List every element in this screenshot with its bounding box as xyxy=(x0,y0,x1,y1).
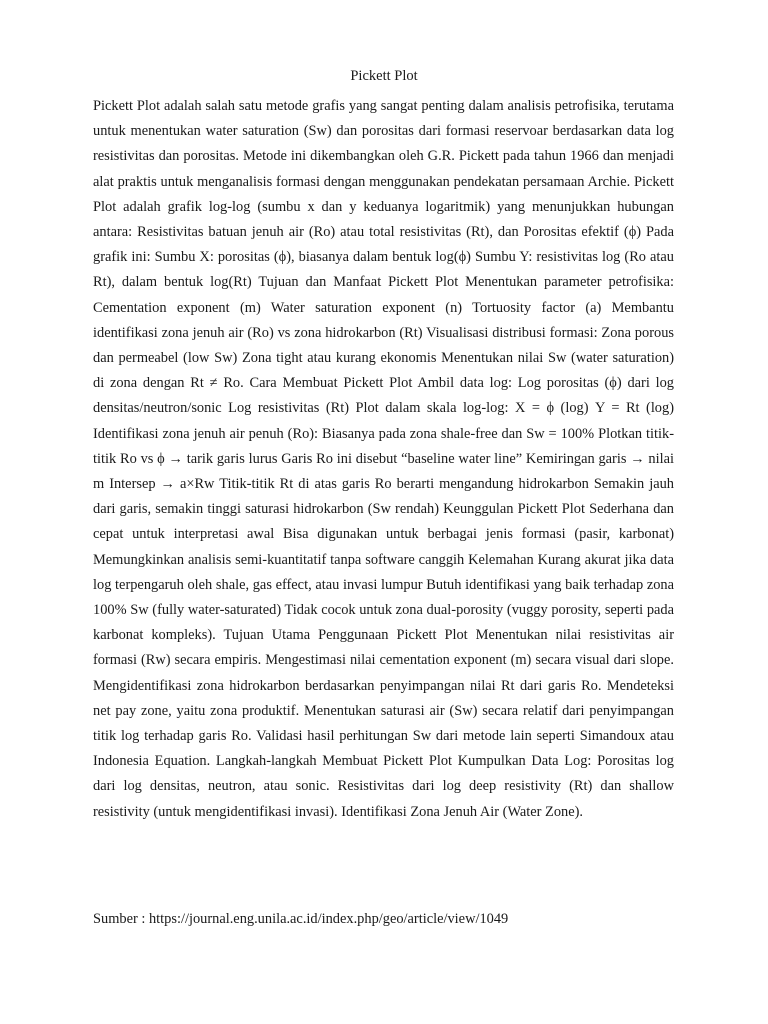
document-body-paragraph: Pickett Plot adalah salah satu metode grafis yang sangat penting dalam analisis petrofisika, terutama untuk menentukan water saturation (Sw) dan porositas dari formasi reservoar berdasarkan data log resistivitas dan porositas. Metode ini dikembangkan oleh G.R. Pickett pada tahun 1966 dan menjadi alat praktis untuk menganalisis formasi dengan menggunakan pendekatan persamaan Archie. Pickett Plot adalah grafik log-log (sumbu x dan y keduanya logaritmik) yang menunjukkan hubungan antara: Resistivitas batuan jenuh air (Ro) atau total resistivitas (Rt), dan Porositas efektif (ϕ) Pada grafik ini: Sumbu X: porositas (ϕ), biasanya dalam bentuk log(ϕ) Sumbu Y: resistivitas log (Ro atau Rt), dalam bentuk log(Rt) Tujuan dan Manfaat Pickett Plot Menentukan parameter petrofisika: Cementation exponent (m) Water saturation exponent (n) Tortuosity factor (a) Membantu identifikasi zona jenuh air (Ro) vs zona hidrokarbon (Rt) Visualisasi distribusi formasi: Zona porous dan permeabel (low Sw) Zona tight atau kurang ekonomis Menentukan nilai Sw (water saturation) di zona dengan Rt ≠ Ro. Cara Membuat Pickett Plot Ambil data log: Log porositas (ϕ) dari log densitas/neutron/sonic Log resistivitas (Rt) Plot dalam skala log-log: X = ϕ (log) Y = Rt (log) Identifikasi zona jenuh air penuh (Ro): Biasanya pada zona shale-free dan Sw = 100% Plotkan titik-titik Ro vs ϕ → tarik garis lurus Garis Ro ini disebut “baseline water line” Kemiringan garis → nilai m Intersep → a×Rw Titik-titik Rt di atas garis Ro berarti mengandung hidrokarbon Semakin jauh dari garis, semakin tinggi saturasi hidrokarbon (Sw rendah) Keunggulan Pickett Plot Sederhana dan cepat untuk interpretasi awal Bisa digunakan untuk berbagai jenis formasi (pasir, karbonat) Memungkinkan analisis semi-kuantitatif tanpa software canggih Kelemahan Kurang akurat jika data log terpengaruh oleh shale, gas effect, atau invasi lumpur Butuh identifikasi yang baik terhadap zona 100% Sw (fully water-saturated) Tidak cocok untuk zona dual-porosity (vuggy porosity, seperti pada karbonat kompleks). Tujuan Utama Penggunaan Pickett Plot Menentukan nilai resistivitas air formasi (Rw) secara empiris. Mengestimasi nilai cementation exponent (m) secara visual dari slope. Mengidentifikasi zona hidrokarbon berdasarkan penyimpangan nilai Rt dari garis Ro. Mendeteksi net pay zone, yaitu zona produktif. Menentukan saturasi air (Sw) secara relatif dari penyimpangan titik log terhadap garis Ro. Validasi hasil perhitungan Sw dari metode lain seperti Simandoux atau Indonesia Equation. Langkah-langkah Membuat Pickett Plot Kumpulkan Data Log: Porositas log dari log densitas, neutron, atau sonic. Resistivitas dari log deep resistivity (Rt) dan shallow resistivity (untuk mengidentifikasi invasi). Identifikasi Zona Jenuh Air (Water Zone). xyxy=(93,98,674,820)
document-title: Pickett Plot xyxy=(350,68,418,84)
source-reference: Sumber : https://journal.eng.unila.ac.id/index.php/geo/article/view/1049 xyxy=(93,911,509,927)
